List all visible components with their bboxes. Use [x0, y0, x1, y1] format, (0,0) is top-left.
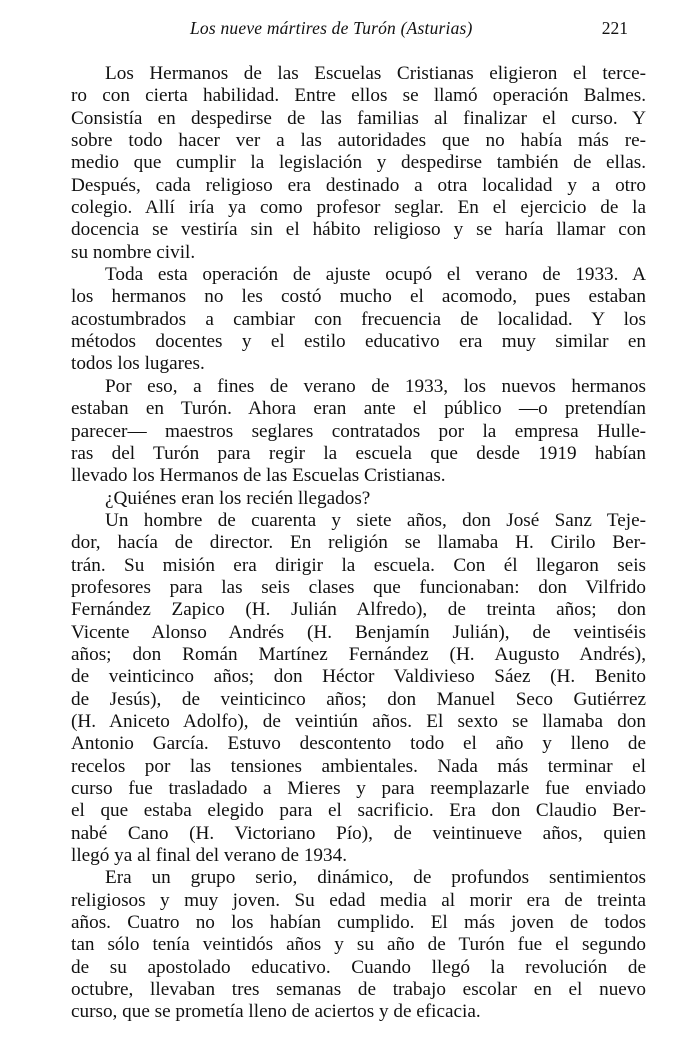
text-line: Era un grupo serio, dinámico, de profundos sentimientos: [105, 867, 646, 889]
text-line: Consistía en despedirse de las familias al finalizar el curso. Y: [71, 107, 646, 129]
text-line: años; don Román Martínez Fernández (H. Augusto Andrés),: [71, 643, 646, 665]
text-line: de su apostolado educativo. Cuando llegó la revolución de: [71, 956, 646, 978]
text-line: trán. Su misión era dirigir la escuela. Con él llegaron seis: [71, 554, 646, 576]
text-line: curso fue trasladado a Mieres y para reemplazarle fue enviado: [71, 778, 646, 799]
paragraph: [71, 264, 646, 376]
text-line: Antonio García. Estuvo descontento todo el año y lleno de: [71, 733, 646, 755]
paragraph: [71, 376, 646, 488]
text-line: llegó ya al final del verano de 1934.: [71, 845, 347, 867]
text-line: (H. Aniceto Adolfo), de veintiún años. El sexto se llamaba don: [71, 710, 646, 732]
text-line: años. Cuatro no los habían cumplido. El más joven de todos: [71, 912, 646, 934]
text-line: Vicente Alonso Andrés (H. Benjamín Julián), de veintiséis: [71, 621, 646, 643]
body-text: [71, 63, 646, 1024]
text-line: dor, hacía de director. En religión se llamaba H. Cirilo Ber-: [71, 532, 646, 554]
text-line: nabé Cano (H. Victoriano Pío), de veintinueve años, quien: [71, 822, 646, 844]
text-line: ras del Turón para regir la escuela que desde 1919 habían: [71, 442, 646, 464]
running-header: [0, 18, 680, 44]
text-line: sobre todo hacer ver a las autoridades que no había más re-: [71, 130, 646, 152]
text-line: estaban en Turón. Ahora eran ante el público —o pretendían: [71, 398, 646, 420]
text-line: Los Hermanos de las Escuelas Cristianas eligieron el terce-: [105, 63, 646, 84]
text-line: curso, que se prometía lleno de aciertos y de eficacia.: [71, 1001, 481, 1023]
text-line: llevado los Hermanos de las Escuelas Cristianas.: [71, 465, 446, 487]
paragraph: [71, 510, 646, 868]
text-line: medio que cumplir la legislación y despedirse también de ellas.: [71, 152, 646, 174]
text-line: los hermanos no les costó mucho el acomodo, pues estaban: [71, 286, 646, 308]
text-line: Fernández Zapico (H. Julián Alfredo), de treinta años; don: [71, 599, 646, 621]
text-line: Después, cada religioso era destinado a otra localidad y a otro: [71, 174, 646, 196]
text-line: docencia se vestiría sin el hábito religioso y se haría llamar con: [71, 219, 646, 241]
text-line: profesores para las seis clases que funcionaban: don Vilfrido: [71, 576, 646, 598]
text-line: octubre, llevaban tres semanas de trabajo escolar en el nuevo: [71, 979, 646, 1001]
text-line: Un hombre de cuarenta y siete años, don José Sanz Teje-: [105, 509, 646, 531]
paragraph: [71, 867, 646, 1023]
page-number: 221: [601, 18, 628, 38]
text-line: Toda esta operación de ajuste ocupó el verano de 1933. A: [105, 264, 646, 286]
text-line: de Jesús), de veinticinco años; don Manuel Seco Gutiérrez: [71, 688, 646, 710]
text-line: de veinticinco años; don Héctor Valdivieso Sáez (H. Benito: [71, 666, 646, 688]
text-line: religiosos y muy joven. Su edad media al morir era de treinta: [71, 889, 646, 911]
paragraph: [71, 63, 646, 264]
text-line: su nombre civil.: [71, 241, 196, 263]
text-line: acostumbrados a cambiar con frecuencia de localidad. Y los: [71, 308, 646, 330]
text-line: ¿Quiénes eran los recién llegados?: [105, 487, 371, 509]
text-line: todos los lugares.: [71, 353, 205, 375]
text-line: métodos docentes y el estilo educativo era muy similar en: [71, 331, 646, 353]
text-line: recelos por las tensiones ambientales. Nada más terminar el: [71, 755, 646, 777]
text-line: tan sólo tenía veintidós años y su año de Turón fue el segundo: [71, 934, 646, 956]
text-line: Por eso, a fines de verano de 1933, los nuevos hermanos: [105, 375, 646, 397]
paragraph: [71, 488, 646, 510]
running-title: Los nueve mártires de Turón (Asturias): [190, 18, 473, 38]
text-line: colegio. Allí iría ya como profesor seglar. En el ejercicio de la: [71, 197, 646, 219]
text-line: ro con cierta habilidad. Entre ellos se llamó operación Balmes.: [71, 85, 646, 107]
text-line: parecer— maestros seglares contratados por la empresa Hulle-: [71, 420, 646, 442]
text-line: el que estaba elegido para el sacrificio. Era don Claudio Ber-: [71, 800, 646, 822]
